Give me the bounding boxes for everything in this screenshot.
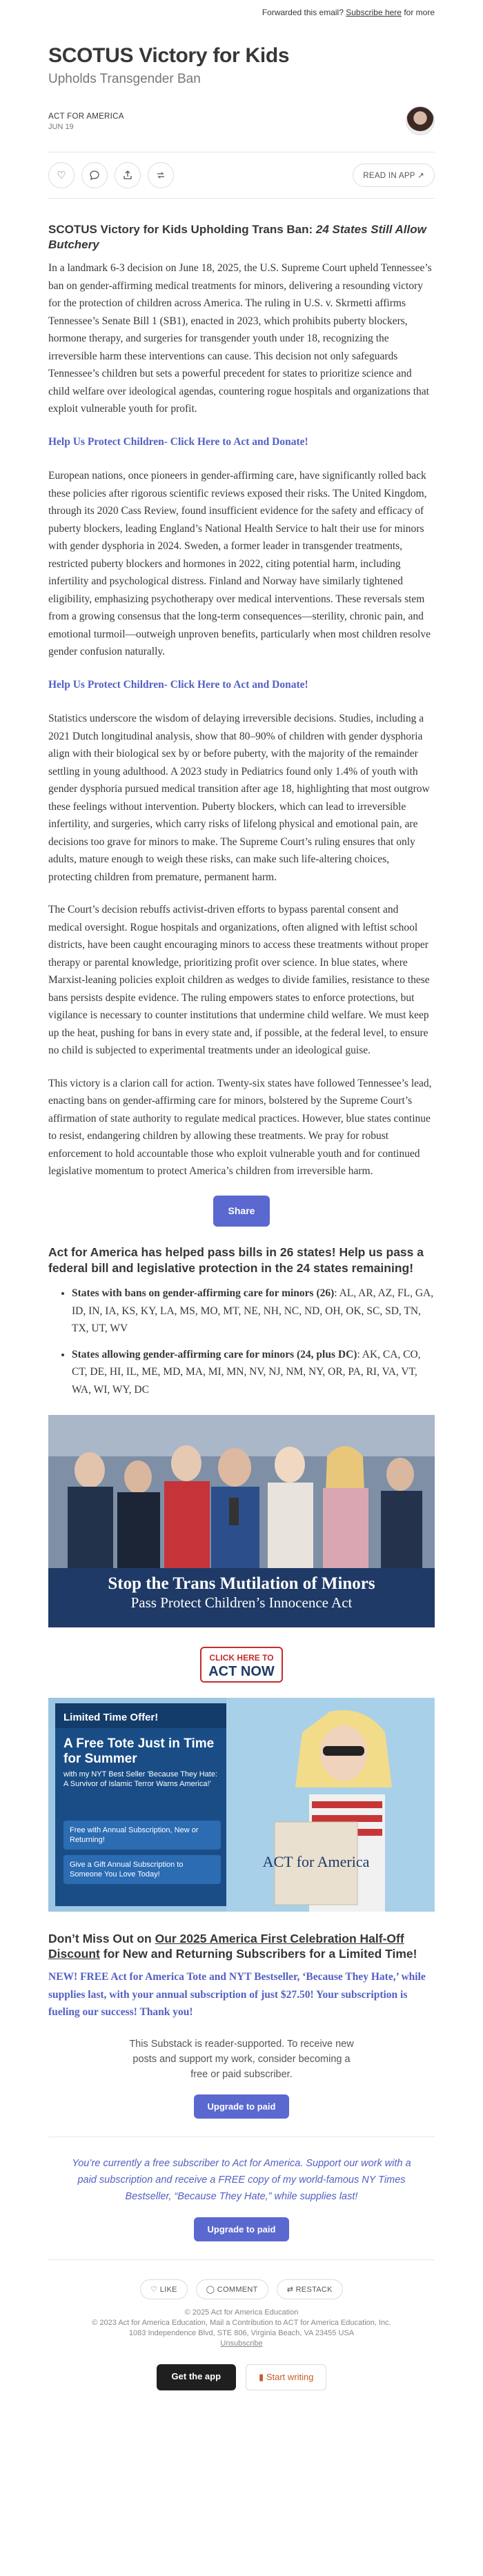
- promo-headline-text: A Free Tote Just in Time for Summer: [63, 1736, 215, 1766]
- ban-list: : AL, AR, AZ, FL, GA, ID, IN, IA, KS, KY, LA, MS, MO, MT, NE, NH, NC, ND, OH, OK, SC, SD, TN, TX, UT, WV: [72, 1287, 434, 1334]
- forward-text: Forwarded this email?: [262, 8, 344, 17]
- restack-icon: [155, 170, 166, 181]
- footer-comment-button[interactable]: [196, 2279, 268, 2299]
- new-tote-offer[interactable]: NEW! FREE Act for America Tote and NYT Bestseller, ‘Because They Hate,’ while supplies last, with your annual subscription of just $27.50! Your subscription is fueling our success! Thank you!: [48, 1971, 426, 2018]
- footer-legal: [48, 2308, 435, 2349]
- forward-suffix: for more: [404, 8, 435, 17]
- share-icon-button[interactable]: [115, 162, 141, 188]
- comment-icon: ◯: [206, 2285, 217, 2294]
- paragraph-2: European nations, once pioneers in gender-affirming care, have significantly rolled back these policies after rigorous scientific reviews exposed their risks. The United Kingdom, through its 2020 Cass Review, found insufficient evidence for the safety and efficacy of puberty blockers, leading England’s National Health Service to halt their use for minors with gender dysphoria in 2024. Sweden, a former leader in transgender treatments, restricted puberty blockers and hormones in 2022, citing potential harm, including infertility and psychological distress. Finland and Norway have similarly tightened eligibility, emphasizing psychotherapy over medical interventions. These reversals stem from a growing consensus that the long-term consequences—sterility, chronic pain, and emotional turmoil—outweigh unproven benefits, particularly when most children resolve gender confusion naturally.: [48, 470, 431, 657]
- act-now-line-1: CLICK HERE TO: [209, 1653, 274, 1663]
- divider: [48, 2259, 435, 2260]
- hero-banner: [48, 1568, 435, 1627]
- like-button[interactable]: [48, 162, 75, 188]
- promo-pill-2: Give a Gift Annual Subscription to Someone You Love Today!: [63, 1855, 221, 1884]
- author-avatar[interactable]: [406, 106, 435, 135]
- forward-bar: [48, 4, 435, 21]
- footer-actions: [48, 2279, 435, 2299]
- footer-restack-label: RESTACK: [295, 2285, 333, 2294]
- author-name[interactable]: ACT FOR AMERICA: [48, 112, 124, 121]
- subscribe-link[interactable]: Subscribe here: [346, 8, 402, 17]
- tote-promo-image[interactable]: [48, 1698, 435, 1912]
- article-heading: [48, 222, 435, 252]
- list-item: [72, 1346, 435, 1399]
- byline: [48, 106, 435, 135]
- footer-line-2: © 2023 Act for America Education, Mail a Contribution to ACT for America Education, Inc.: [92, 2318, 391, 2327]
- footer-copyright: © 2025 Act for America Education: [184, 2308, 299, 2317]
- read-in-app-button[interactable]: [353, 164, 435, 187]
- comment-icon: [89, 170, 100, 181]
- share-button[interactable]: Share: [213, 1196, 270, 1227]
- donate-link-2[interactable]: Help Us Protect Children- Click Here to Act and Donate!: [48, 678, 308, 691]
- upgrade-button-1[interactable]: Upgrade to paid: [194, 2094, 290, 2119]
- restack-icon: ⇄: [286, 2285, 296, 2294]
- paragraph-4: The Court’s decision rebuffs activist-driven efforts to bypass parental consent and medical oversight. Rogue hospitals and organizations, often aligned with leftist school districts, have been caught encouraging minors to access these treatments without proper therapy or parental knowledge, prioritizing profit over science. In blue states, where Marxist-leaning policies exploit children as wedges to divide families, resistance to these bans persists despite evidence. The ruling empowers states to enforce protections, but vigilance is necessary to counter institutions that undermine child welfare. We must keep up the heat, pushing for bans in every state and, if possible, at the federal level, to ensure no child is subjected to experimental treatments under an ideological guise.: [48, 904, 430, 1056]
- post-date: JUN 19: [48, 123, 74, 131]
- heart-icon: ♡: [57, 170, 66, 181]
- promo-pill-1: Free with Annual Subscription, New or Returning!: [63, 1821, 221, 1850]
- promo-subline: with my NYT Best Seller 'Because They Hate: A Survivor of Islamic Terror Warns America!': [63, 1770, 218, 1788]
- offer-heading-post: for New and Returning Subscribers for a Limited Time!: [99, 1947, 417, 1961]
- post-subtitle: Upholds Transgender Ban: [48, 72, 201, 86]
- paragraph-3: Statistics underscore the wisdom of delaying irreversible decisions. Studies, including a 2021 Dutch longitudinal analysis, show that 80–90% of children with gender dysphoria align with their biological sex by or before puberty, with the majority of the remainder settling in young adulthood. A 2023 study in Pediatrics found only 1.4% of youth with gender dysphoria pursued medical transition after age 18, highlighting that most outgrow these feelings without intervention. Puberty blockers, which can lead to irreversible infertility, and surgeries, which carry risks of lifelong physical and emotional pain, are decisions too grave for minors to make. The Supreme Court’s ruling ensures that only adults, mature enough to weigh these risks, can make such life-altering choices, protecting children from premature, permanent harm.: [48, 713, 430, 883]
- article-body: [48, 222, 435, 2021]
- promo-limited: Limited Time Offer!: [55, 1703, 226, 1728]
- list-item: [72, 1285, 435, 1338]
- heart-icon: ♡: [150, 2285, 160, 2294]
- support-text: This Substack is reader-supported. To receive new posts and support my work, consider becoming a free or paid subscriber.: [129, 2038, 354, 2080]
- hero-line-2: Pass Protect Children’s Innocence Act: [130, 1594, 353, 1611]
- offer-discount-link[interactable]: Our 2025 America First Celebration Half-Off Discount: [48, 1932, 404, 1961]
- paragraph-1: In a landmark 6-3 decision on June 18, 2025, the U.S. Supreme Court upheld Tennessee’s ban on gender-affirming medical treatments for minors, delivering a resounding victory for the protection of children across America. The ruling in U.S. v. Skrmetti affirms Tennessee’s Senate Bill 1 (SB1), enacted in 2023, which prohibits puberty blockers, hormone therapy, and surgeries for transgender youth under 18, recognizing the irreversible harm these interventions can cause. This decision not only safeguards Tennessee’s children but sets a powerful precedent for states to prioritize science and child welfare over ideological agendas, countering rogue hospitals and organizations that exploit vulnerable youth for profit.: [48, 262, 432, 415]
- share-icon: [122, 170, 133, 181]
- footer-buttons: [48, 2364, 435, 2390]
- promo-panel: [55, 1703, 226, 1906]
- offer-heading-pre: Don’t Miss Out on: [48, 1932, 155, 1945]
- substack-icon: ▮: [259, 2371, 266, 2382]
- hero-line-1: Stop the Trans Mutilation of Minors: [108, 1574, 375, 1593]
- footer-line-3: 1083 Independence Blvd, STE 806, Virginia Beach, VA 23455 USA: [128, 2328, 355, 2337]
- heading-italic: 24 States Still Allow Butchery: [48, 223, 426, 251]
- restack-button[interactable]: [148, 162, 174, 188]
- heading-main: SCOTUS Victory for Kids Upholding Trans Ban:: [48, 223, 316, 236]
- unsubscribe-link[interactable]: Unsubscribe: [220, 2339, 263, 2348]
- footer-restack-button[interactable]: [277, 2279, 343, 2299]
- arrow-up-right-icon: ↗: [417, 172, 424, 180]
- post-title[interactable]: SCOTUS Victory for Kids: [48, 44, 290, 67]
- comment-button[interactable]: [81, 162, 108, 188]
- tote-text: ACT for America: [262, 1853, 370, 1870]
- read-in-app-label: READ IN APP: [363, 172, 415, 180]
- start-writing-label: Start writing: [266, 2371, 314, 2382]
- rally-crowd-illustration: [48, 1415, 435, 1571]
- offer-heading: [48, 1931, 435, 1961]
- tote-woman-photo: [226, 1698, 435, 1912]
- states-heading: Act for America has helped pass bills in 26 states! Help us pass a federal bill and legislative protection in the 24 states remaining!: [48, 1245, 424, 1275]
- start-writing-button[interactable]: [246, 2364, 326, 2390]
- upgrade-button-2[interactable]: Upgrade to paid: [194, 2217, 290, 2241]
- email-content: [48, 0, 435, 2390]
- donate-link-1[interactable]: Help Us Protect Children- Click Here to Act and Donate!: [48, 435, 308, 448]
- free-subscriber-note: You’re currently a free subscriber to Act for America. Support our work with a paid subscription and receive a FREE copy of my world-famous NY Times Bestseller, “Because They Hate,” while supplies last!: [72, 2157, 411, 2202]
- act-now-line-2: ACT NOW: [208, 1664, 275, 1679]
- rally-hero-image[interactable]: [48, 1415, 435, 1627]
- promo-headline: [63, 1736, 218, 1789]
- footer-like-button[interactable]: [140, 2279, 188, 2299]
- states-list: [48, 1285, 435, 1398]
- allow-label: States allowing gender-affirming care for minors (24, plus DC): [72, 1348, 357, 1360]
- act-now-badge[interactable]: [48, 1647, 435, 1683]
- footer-like-label: LIKE: [159, 2285, 177, 2294]
- paragraph-5: This victory is a clarion call for action. Twenty-six states have followed Tennessee’s lead, enacting bans on gender-affirming care for minors, bolstered by the Supreme Court’s affirmation of state authority to regulate medical practices. However, blue states continue to resist, endangering children by allowing these treatments. We pray for robust enforcement to hold accountable those who exploit vulnerable youth and for continued legislative momentum to protect America’s children from irreversible harm.: [48, 1077, 432, 1177]
- get-app-button[interactable]: Get the app: [157, 2364, 237, 2390]
- ban-label: States with bans on gender-affirming care for minors (26): [72, 1287, 335, 1299]
- footer-comment-label: COMMENT: [217, 2285, 258, 2294]
- allow-list: : AK, CA, CO, CT, DE, HI, IL, ME, MD, MA, MI, MN, NV, NJ, NM, NY, OR, PA, RI, VA, VT, WA, WI, WY, DC: [72, 1348, 421, 1396]
- post-actions: [48, 152, 435, 199]
